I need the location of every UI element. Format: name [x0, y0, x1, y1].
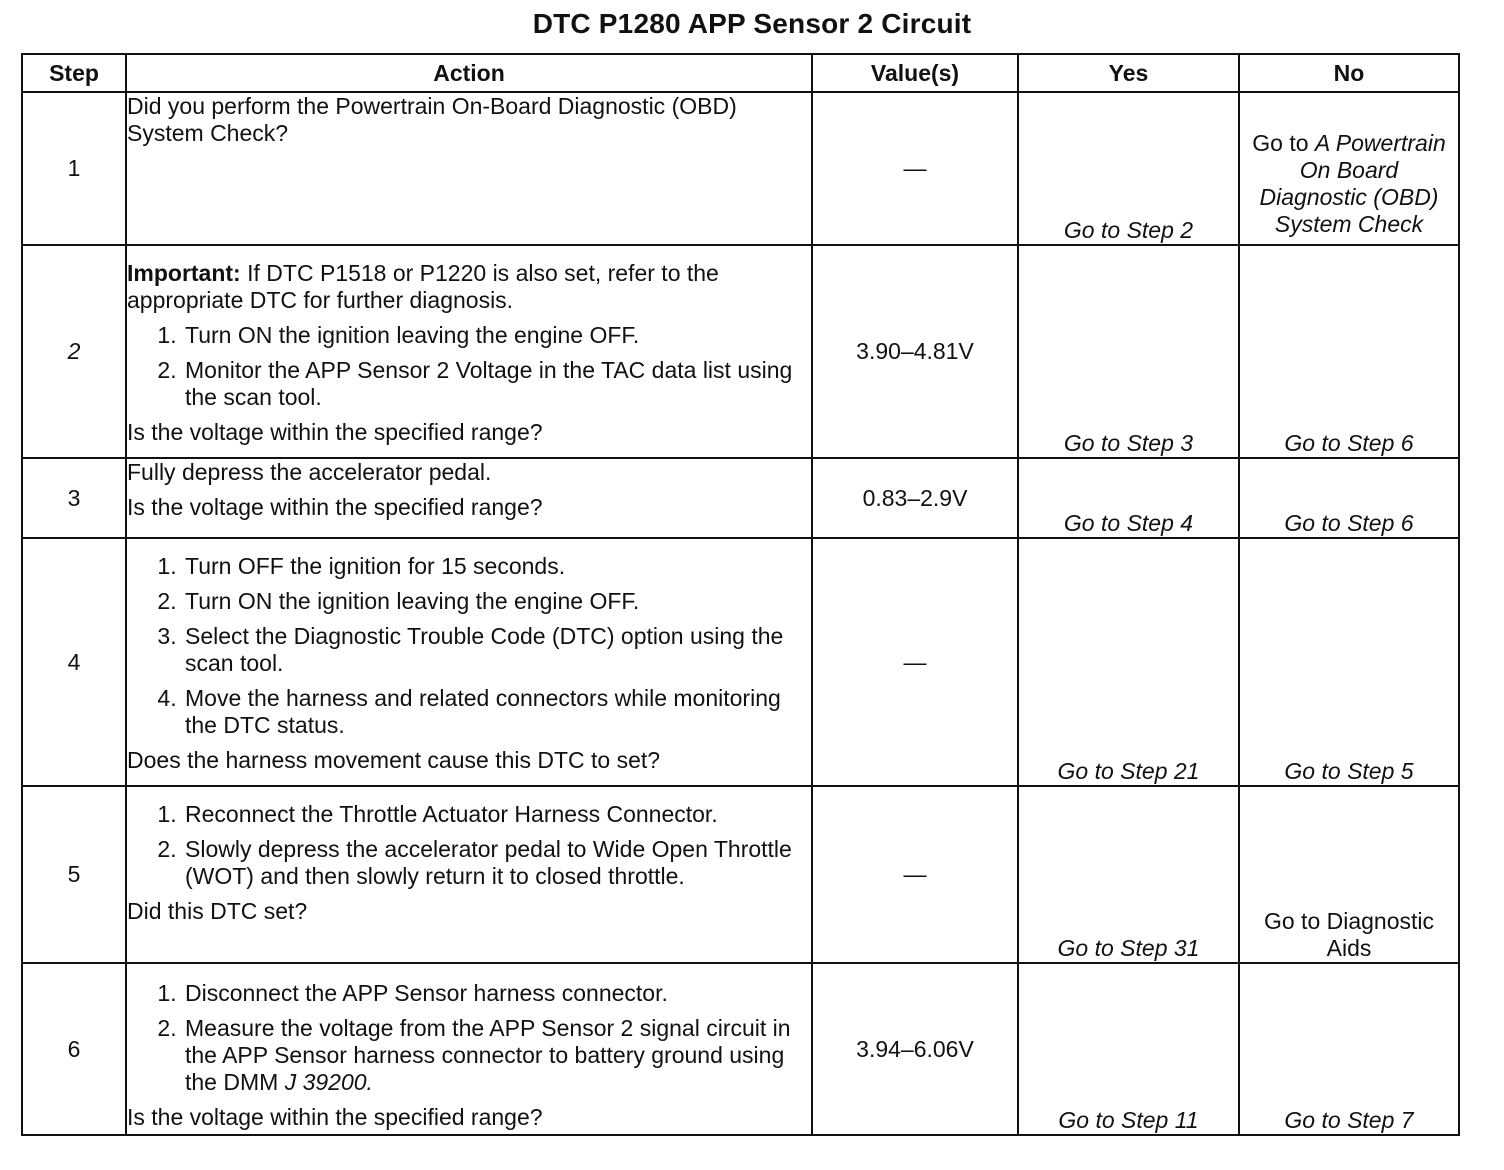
action-cell: [126, 92, 812, 245]
step-number: 4: [22, 538, 126, 786]
table-row: [22, 538, 1459, 786]
table-row: [22, 786, 1459, 963]
important-label: Important:: [127, 260, 241, 286]
action-cell: [126, 538, 812, 786]
action-cell: [126, 458, 812, 538]
table-row: [22, 92, 1459, 245]
step-number: 1: [22, 92, 126, 245]
action-cell: [126, 786, 812, 963]
step-number: 5: [22, 786, 126, 963]
list-item: 1. Turn ON the ignition leaving the engine OFF.: [183, 322, 811, 349]
action-question: Is the voltage within the specified range?: [127, 419, 543, 445]
list-item: 2. Slowly depress the accelerator pedal to Wide Open Throttle (WOT) and then slowly return it to closed throttle.: [183, 836, 811, 890]
yes-cell[interactable]: Go to Step 3: [1018, 245, 1239, 458]
yes-cell[interactable]: Go to Step 21: [1018, 538, 1239, 786]
list-item: 4. Move the harness and related connectors while monitoring the DTC status.: [183, 685, 811, 739]
important-note: [127, 260, 811, 314]
no-cell[interactable]: [1239, 92, 1459, 245]
list-item: 3. Select the Diagnostic Trouble Code (DTC) option using the scan tool.: [183, 623, 811, 677]
value-cell: 0.83–2.9V: [812, 458, 1018, 538]
list-item: 1. Reconnect the Throttle Actuator Harness Connector.: [183, 801, 811, 828]
table-row: [22, 963, 1459, 1135]
step-number: 6: [22, 963, 126, 1135]
action-cell: [126, 963, 812, 1135]
no-cell[interactable]: Go to Step 6: [1239, 245, 1459, 458]
no-prefix: Go to: [1252, 130, 1309, 156]
list-item: 1. Turn OFF the ignition for 15 seconds.: [183, 553, 811, 580]
no-cell[interactable]: Go to Step 7: [1239, 963, 1459, 1135]
header-action: Action: [126, 54, 812, 92]
header-values: Value(s): [812, 54, 1018, 92]
yes-cell[interactable]: Go to Step 31: [1018, 786, 1239, 963]
action-intro: Fully depress the accelerator pedal.: [127, 459, 492, 485]
header-step: Step: [22, 54, 126, 92]
yes-cell[interactable]: Go to Step 11: [1018, 963, 1239, 1135]
action-question: Is the voltage within the specified range?: [127, 494, 543, 520]
value-cell: —: [812, 92, 1018, 245]
header-no: No: [1239, 54, 1459, 92]
no-link[interactable]: A Powertrain On Board Diagnostic (OBD) System Check: [1259, 130, 1446, 237]
list-item: [183, 1015, 811, 1096]
no-cell[interactable]: Go to Step 6: [1239, 458, 1459, 538]
action-cell: [126, 245, 812, 458]
list-item: 2. Turn ON the ignition leaving the engine OFF.: [183, 588, 811, 615]
action-question: Is the voltage within the specified range?: [127, 1104, 543, 1130]
tool-reference: J 39200.: [284, 1069, 373, 1095]
important-text: If DTC P1518 or P1220 is also set, refer to the appropriate DTC for further diagnosis.: [127, 260, 719, 313]
table-row: [22, 458, 1459, 538]
diagnostic-table: [21, 53, 1460, 1136]
header-yes: Yes: [1018, 54, 1239, 92]
value-cell: 3.94–6.06V: [812, 963, 1018, 1135]
list-item: 2. Monitor the APP Sensor 2 Voltage in the TAC data list using the scan tool.: [183, 357, 811, 411]
action-question: Did this DTC set?: [127, 898, 308, 924]
no-cell[interactable]: Go to Diagnostic Aids: [1239, 786, 1459, 963]
step-number: 3: [22, 458, 126, 538]
page-title: DTC P1280 APP Sensor 2 Circuit: [532, 8, 972, 39]
value-cell: 3.90–4.81V: [812, 245, 1018, 458]
yes-cell[interactable]: Go to Step 2: [1018, 92, 1239, 245]
table-row: [22, 245, 1459, 458]
table-header-row: [22, 54, 1459, 92]
value-cell: —: [812, 786, 1018, 963]
no-cell[interactable]: Go to Step 5: [1239, 538, 1459, 786]
list-item: 1. Disconnect the APP Sensor harness connector.: [183, 980, 811, 1007]
yes-cell[interactable]: Go to Step 4: [1018, 458, 1239, 538]
step-number: 2: [22, 245, 126, 458]
list-item-text: Measure the voltage from the APP Sensor 2 signal circuit in the APP Sensor harness connector to battery ground using the DMM: [185, 1015, 791, 1095]
action-question: Did you perform the Powertrain On-Board Diagnostic (OBD) System Check?: [127, 93, 737, 146]
value-cell: —: [812, 538, 1018, 786]
action-question: Does the harness movement cause this DTC to set?: [127, 747, 661, 773]
